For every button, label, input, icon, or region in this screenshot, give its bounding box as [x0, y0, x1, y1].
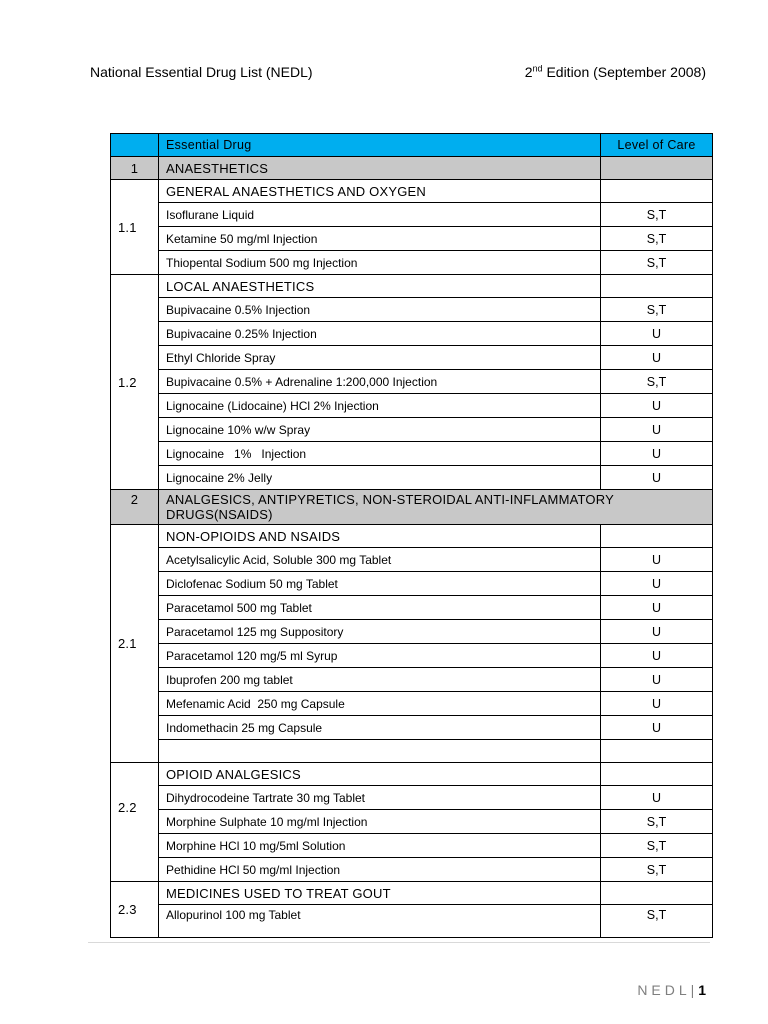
category-title-line2: DRUGS(NSAIDS) [166, 507, 273, 522]
footer-label: NEDL [637, 982, 691, 998]
table-row [111, 251, 713, 275]
level-of-care: U [601, 596, 713, 620]
drug-name: Morphine Sulphate 10 mg/ml Injection [159, 810, 601, 834]
edition-ordinal: nd [532, 63, 543, 74]
table-row [111, 394, 713, 418]
table-row [111, 620, 713, 644]
table-row [111, 572, 713, 596]
level-of-care: S,T [601, 227, 713, 251]
table-row [111, 858, 713, 882]
subcategory-level-cell [601, 275, 713, 298]
table-row [111, 370, 713, 394]
level-of-care: U [601, 644, 713, 668]
drug-name: Paracetamol 125 mg Suppository [159, 620, 601, 644]
edition-number: 2 [524, 64, 533, 80]
page-number: 1 [698, 982, 706, 998]
level-of-care: U [601, 322, 713, 346]
table-row [111, 442, 713, 466]
table-row [111, 466, 713, 490]
subcategory-level-cell [601, 180, 713, 203]
level-of-care: S,T [601, 858, 713, 882]
category-number: 1 [111, 157, 159, 180]
level-of-care: U [601, 346, 713, 370]
table-row [111, 322, 713, 346]
edition-text: Edition (September 2008) [542, 64, 706, 80]
table-row [111, 905, 713, 938]
edition-label [525, 64, 706, 80]
table-row [111, 716, 713, 740]
subcategory-row [111, 275, 713, 298]
subcategory-title: LOCAL ANAESTHETICS [159, 275, 601, 298]
category-row [111, 157, 713, 180]
drug-name: Dihydrocodeine Tartrate 30 mg Tablet [159, 786, 601, 810]
drug-name: Lignocaine (Lidocaine) HCl 2% Injection [159, 394, 601, 418]
page-footer [637, 982, 706, 998]
table-row-spacer [111, 740, 713, 763]
level-of-care: U [601, 548, 713, 572]
level-of-care: U [601, 466, 713, 490]
drug-name: Paracetamol 500 mg Tablet [159, 596, 601, 620]
category-row [111, 490, 713, 525]
subcategory-number: 2.3 [111, 882, 159, 938]
category-level-cell [601, 157, 713, 180]
drug-name: Indomethacin 25 mg Capsule [159, 716, 601, 740]
drug-name: Lignocaine 2% Jelly [159, 466, 601, 490]
footer-divider [88, 942, 710, 943]
subcategory-row [111, 882, 713, 905]
drug-name: Ethyl Chloride Spray [159, 346, 601, 370]
subcategory-level-cell [601, 882, 713, 905]
subcategory-title: MEDICINES USED TO TREAT GOUT [159, 882, 601, 905]
drug-name: Isoflurane Liquid [159, 203, 601, 227]
level-of-care: U [601, 442, 713, 466]
subcategory-title: GENERAL ANAESTHETICS AND OXYGEN [159, 180, 601, 203]
subcategory-level-cell [601, 525, 713, 548]
table-row [111, 668, 713, 692]
drug-name: Bupivacaine 0.5% Injection [159, 298, 601, 322]
column-header-level: Level of Care [601, 134, 713, 157]
drug-name: Allopurinol 100 mg Tablet [159, 905, 601, 938]
subcategory-number: 2.1 [111, 525, 159, 763]
table-row [111, 418, 713, 442]
drug-name: Ketamine 50 mg/ml Injection [159, 227, 601, 251]
subcategory-title: OPIOID ANALGESICS [159, 763, 601, 786]
subcategory-title: NON-OPIOIDS AND NSAIDS [159, 525, 601, 548]
drug-name: Bupivacaine 0.25% Injection [159, 322, 601, 346]
level-of-care: U [601, 668, 713, 692]
table-row [111, 810, 713, 834]
drug-list-table [110, 133, 713, 938]
document-title: National Essential Drug List (NEDL) [90, 64, 313, 80]
drug-name: Ibuprofen 200 mg tablet [159, 668, 601, 692]
subcategory-number: 1.2 [111, 275, 159, 490]
drug-name: Thiopental Sodium 500 mg Injection [159, 251, 601, 275]
drug-name: Acetylsalicylic Acid, Soluble 300 mg Tablet [159, 548, 601, 572]
level-of-care: S,T [601, 203, 713, 227]
category-title [159, 490, 713, 525]
level-of-care: S,T [601, 298, 713, 322]
level-of-care: S,T [601, 810, 713, 834]
drug-name: Mefenamic Acid 250 mg Capsule [159, 692, 601, 716]
drug-name: Diclofenac Sodium 50 mg Tablet [159, 572, 601, 596]
level-of-care: U [601, 692, 713, 716]
subcategory-row [111, 180, 713, 203]
header-blank-cell [111, 134, 159, 157]
table-row [111, 548, 713, 572]
table-row [111, 203, 713, 227]
table-row [111, 298, 713, 322]
level-of-care: S,T [601, 834, 713, 858]
drug-name: Bupivacaine 0.5% + Adrenaline 1:200,000 Injection [159, 370, 601, 394]
empty-cell [159, 740, 601, 763]
category-title-line1: ANALGESICS, ANTIPYRETICS, NON-STEROIDAL ANTI-INFLAMMATORY [166, 492, 614, 507]
subcategory-number: 2.2 [111, 763, 159, 882]
footer-separator: | [690, 982, 695, 998]
table-row [111, 692, 713, 716]
drug-name: Lignocaine 1% Injection [159, 442, 601, 466]
subcategory-row [111, 763, 713, 786]
table-row [111, 596, 713, 620]
drug-name: Pethidine HCl 50 mg/ml Injection [159, 858, 601, 882]
drug-name: Paracetamol 120 mg/5 ml Syrup [159, 644, 601, 668]
table-row [111, 786, 713, 810]
level-of-care: U [601, 620, 713, 644]
level-of-care: U [601, 572, 713, 596]
category-number: 2 [111, 490, 159, 525]
level-of-care: S,T [601, 251, 713, 275]
level-of-care: U [601, 418, 713, 442]
table-row [111, 346, 713, 370]
drug-name: Morphine HCl 10 mg/5ml Solution [159, 834, 601, 858]
empty-cell [601, 740, 713, 763]
drug-name: Lignocaine 10% w/w Spray [159, 418, 601, 442]
table-row [111, 227, 713, 251]
table-row [111, 834, 713, 858]
column-header-drug: Essential Drug [159, 134, 601, 157]
subcategory-row [111, 525, 713, 548]
subcategory-level-cell [601, 763, 713, 786]
level-of-care: U [601, 786, 713, 810]
level-of-care: S,T [601, 905, 713, 938]
level-of-care: U [601, 394, 713, 418]
table-row [111, 644, 713, 668]
category-title: ANAESTHETICS [159, 157, 601, 180]
level-of-care: S,T [601, 370, 713, 394]
table-header-row [111, 134, 713, 157]
subcategory-number: 1.1 [111, 180, 159, 275]
level-of-care: U [601, 716, 713, 740]
